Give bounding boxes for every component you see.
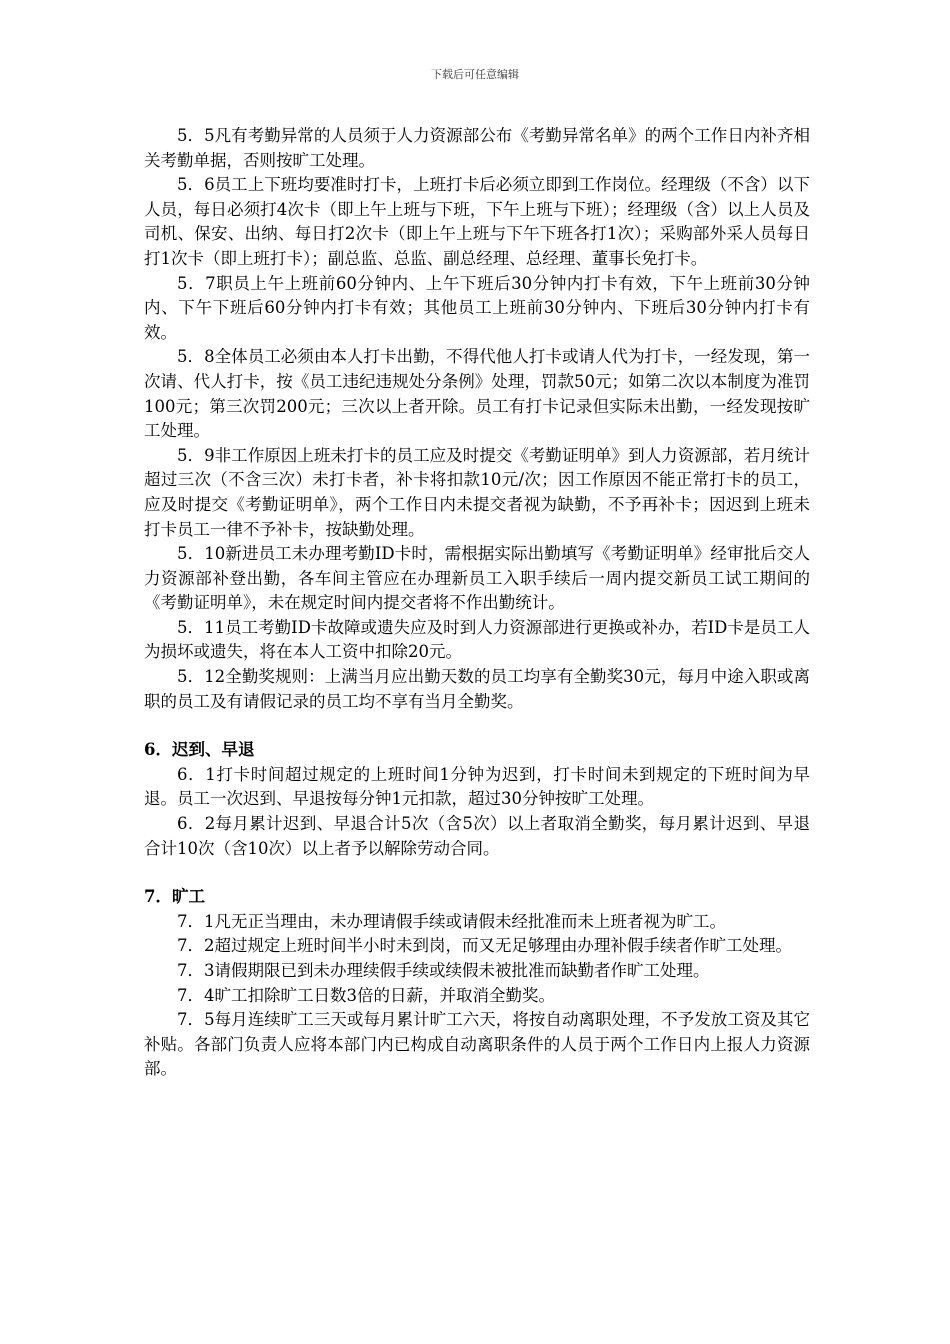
clause-5-5: 5．5凡有考勤异常的人员须于人力资源部公布《考勤异常名单》的两个工作日内补齐相关考勤单据，否则按旷工处理。 (144, 126, 810, 170)
section-5 (144, 124, 810, 714)
section-7 (144, 885, 810, 1082)
clause-5-7: 5．7职员上午上班前60分钟内、上午下班后30分钟内打卡有效，下午上班前30分钟内、下午下班后60分钟内打卡有效；其他员工上班前30分钟内、下班后30分钟内打卡有效。 (144, 273, 810, 342)
clause-5-12: 5．12全勤奖规则：上满当月应出勤天数的员工均享有全勤奖30元，每月中途入职或离职的员工及有请假记录的员工均不享有当月全勤奖。 (144, 667, 810, 711)
section-heading-late-early: 6．迟到、早退 (144, 740, 255, 760)
clause-7-1: 7．1凡无正当理由，未办理请假手续或请假未经批准而未上班者视为旷工。 (177, 911, 726, 931)
clause-5-6: 5．6员工上下班均要准时打卡，上班打卡后必须立即到工作岗位。经理级（不含）以下人员，每日必须打4次卡（即上午上班与下班，下午上班与下班）；经理级（含）以上人员及司机、保安、出纳、每日打2次卡（即上午上班与下午下班各打1次）；采购部外采人员每日打1次卡（即上班打卡）；副总监、总监、副总经理、总经理、董事长免打卡。 (144, 175, 810, 268)
clause-7-3: 7．3请假期限已到未办理续假手续或续假未被批准而缺勤者作旷工处理。 (177, 961, 710, 980)
section-heading-absence: 7．旷工 (144, 887, 205, 907)
clause-7-2: 7．2超过规定上班时间半小时未到岗，而又无足够理由办理补假手续者作旷工处理。 (177, 936, 792, 956)
clause-5-11: 5．11员工考勤ID卡故障或遗失应及时到人力资源部进行更换或补办，若ID卡是员工人为损坏或遗失，将在本人工资中扣除20元。 (144, 617, 810, 662)
document-body (144, 124, 810, 1082)
clause-7-5: 7．5每月连续旷工三天或每月累计旷工六天，将按自动离职处理，不予发放工资及其它补贴。各部门负责人应将本部门内已构成自动离职条件的人员于两个工作日内上报人力资源部。 (144, 1010, 810, 1079)
clause-7-4: 7．4旷工扣除旷工日数3倍的日薪，并取消全勤奖。 (177, 985, 555, 1005)
clause-6-2: 6．2每月累计迟到、早退合计5次（含5次）以上者取消全勤奖，每月累计迟到、早退合计10次（含10次）以上者予以解除劳动合同。 (144, 814, 810, 858)
clause-6-1: 6．1打卡时间超过规定的上班时间1分钟为迟到，打卡时间未到规定的下班时间为早退。员工一次迟到、早退按每分钟1元扣款，超过30分钟按旷工处理。 (144, 764, 810, 809)
section-6 (144, 738, 810, 861)
clause-5-9: 5．9非工作原因上班未打卡的员工应及时提交《考勤证明单》到人力资源部，若月统计超过三次（不含三次）未打卡者，补卡将扣款10元/次；因工作原因不能正常打卡的员工，应及时提交《考勤证明单》，两个工作日内未提交者视为缺勤，不予再补卡；因迟到上班未打卡员工一律不予补卡，按缺勤处理。 (144, 445, 810, 539)
clause-5-10: 5．10新进员工未办理考勤ID卡时，需根据实际出勤填写《考勤证明单》经审批后交人力资源部补登出勤，各车间主管应在办理新员工入职手续后一周内提交新员工试工期间的《考勤证明单》，未在规定时间内提交者将不作出勤统计。 (144, 544, 810, 613)
page-header: 下载后可任意编辑 (431, 68, 519, 81)
clause-5-8: 5．8全体员工必须由本人打卡出勤，不得代他人打卡或请人代为打卡，一经发现，第一次请、代人打卡，按《员工违纪违规处分条例》处理，罚款50元；如第二次以本制度为准罚100元；第三次罚200元；三次以上者开除。员工有打卡记录但实际未出勤，一经发现按旷工处理。 (144, 347, 810, 441)
